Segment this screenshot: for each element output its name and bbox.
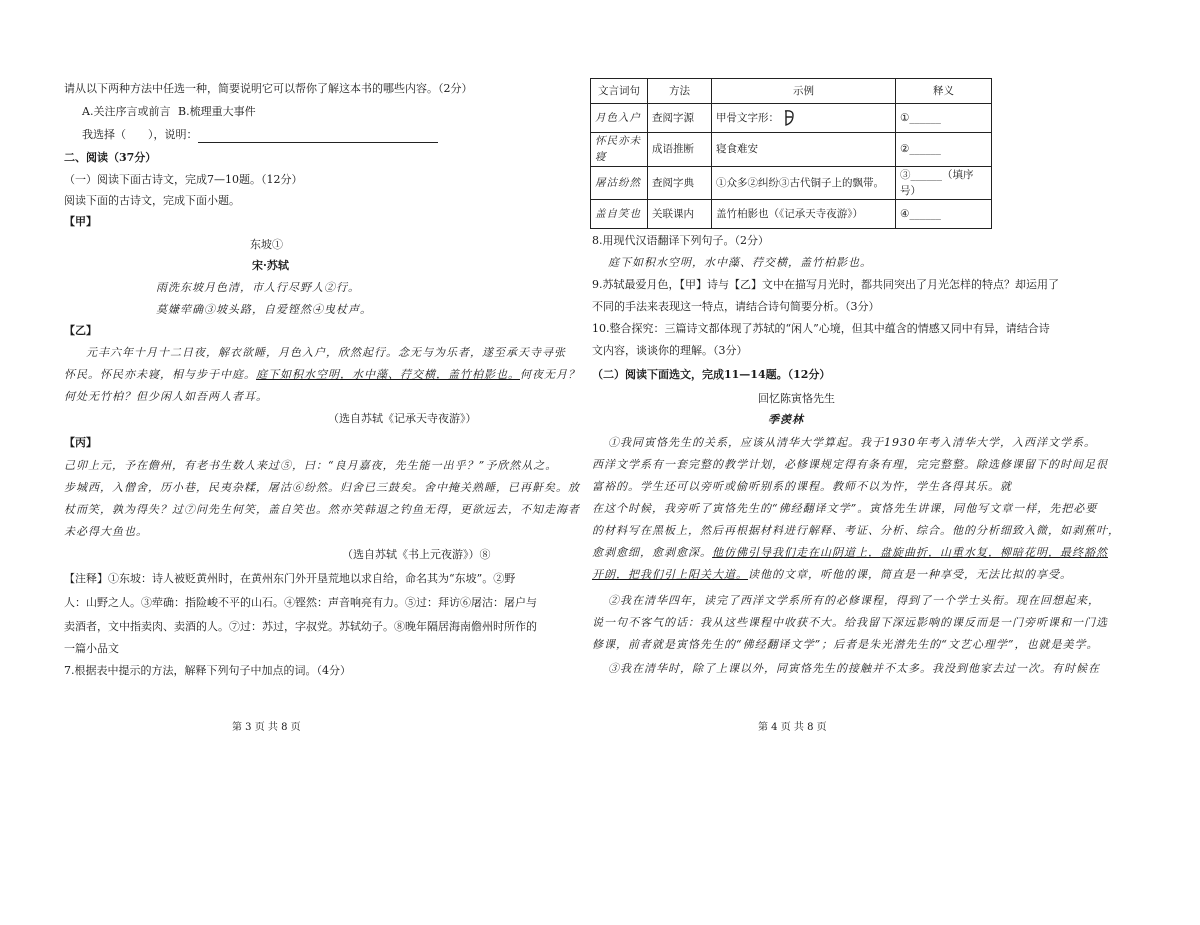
table-cell: ④______ — [896, 200, 992, 229]
table-row — [591, 104, 992, 133]
p1-line-7 — [592, 566, 1072, 583]
table-cell: ②______ — [896, 133, 992, 167]
part-1-intro: 阅读下面的古诗文，完成下面小题。 — [64, 194, 240, 207]
yi-line-3: 何处无竹柏？但少闲人如吾两人者耳。 — [64, 390, 268, 403]
table-cell: ①众多②纠纷③古代铜子上的飘带。 — [712, 166, 896, 200]
poem-line-1: 雨洗东坡月色清，市人行尽野人②行。 — [156, 281, 360, 294]
poem-line-2: 莫嫌荦确③坡头路，自爱铿然④曳杖声。 — [156, 303, 372, 316]
p1-line-6-plain: 愈剥愈细，愈剥愈深。 — [592, 546, 712, 559]
note-line-2: 人：山野之人。③荦确：指险峻不平的山石。④铿然：声音响亮有力。⑤过：拜访⑥屠沽：屠户与 — [64, 596, 537, 609]
bing-label: 【丙】 — [64, 436, 97, 449]
p1-line-6 — [592, 544, 1108, 561]
table-header: 文言词句 — [591, 79, 648, 104]
yi-line-2-plain: 怀民。怀民亦未寝，相与步于中庭。 — [64, 368, 256, 381]
table-header: 示例 — [712, 79, 896, 104]
essay-author: 季羡林 — [768, 413, 804, 426]
bing-line-4: 未必得大鱼也。 — [64, 525, 148, 538]
p1-underlined-sentence: 他仿佛引导我们走在山阴道上，盘旋曲折，山重水复，柳暗花明，最终豁然 — [712, 546, 1108, 559]
table-cell: 怀民亦未寝 — [591, 133, 648, 167]
table-cell: 成语推断 — [648, 133, 712, 167]
q6-answer-line — [82, 126, 438, 143]
essay-title: 回忆陈寅恪先生 — [758, 392, 835, 405]
note-line-1: 【注释】①东坡：诗人被贬黄州时，在黄州东门外开垦荒地以求自给，命名其为“东坡”。②野 — [64, 572, 516, 585]
q6-option-b: B.梳理重大事件 — [178, 105, 256, 118]
p1-line-2: 西洋文学系有一套完整的教学计划，必修课规定得有条有理，完完整整。除选修课留下的时间足很 — [592, 458, 1108, 471]
table-cell: 屠沽纷然 — [591, 166, 648, 200]
p1-underlined-sentence-end: 开朗，把我们引上阳关大道。 — [592, 568, 748, 581]
table-header-row — [591, 79, 992, 104]
table-row — [591, 166, 992, 200]
p1-line-5: 的材料写在黑板上，然后再根据材料进行解释、考证、分析、综合。他的分析细致入微，如剥蕉叶， — [592, 524, 1120, 537]
note-line-4: 一篇小品文 — [64, 642, 119, 655]
yi-underlined-sentence: 庭下如积水空明，水中藻、荇交横，盖竹柏影也。 — [256, 368, 520, 381]
table-cell: 盖竹柏影也（《记承天寺夜游》） — [712, 200, 896, 229]
p1-line-1: ①我同寅恪先生的关系，应该从清华大学算起。我于1930年考入清华大学，入西洋文学系。 — [608, 436, 1096, 449]
table-cell — [712, 104, 896, 133]
q9-line-2: 不同的手法来表现这一特点，请结合诗句简要分析。（3分） — [592, 300, 880, 313]
p1-line-7-tail: 读他的文章，听他的课，简直是一种享受，无法比拟的享受。 — [748, 568, 1072, 581]
yi-line-2-tail: 何夜无月？ — [520, 368, 580, 381]
yi-line-1: 元丰六年十月十二日夜，解衣欲睡，月色入户，欣然起行。念无与为乐者，遂至承天寺寻张 — [86, 346, 566, 359]
q6-prompt: 请从以下两种方法中任选一种，简要说明它可以帮你了解这本书的哪些内容。（2分） — [64, 82, 473, 95]
bing-source: （选自苏轼《书上元夜游》）⑧ — [342, 548, 491, 561]
poem-title: 东坡① — [250, 238, 283, 251]
yi-source: （选自苏轼《记承天寺夜游》） — [328, 412, 477, 425]
answer-blank — [198, 130, 438, 143]
p1-line-4: 在这个时候，我旁听了寅恪先生的“佛经翻译文学”。寅恪先生讲课，同他写文章一样，先把必要 — [592, 502, 1098, 515]
q6-option-a: A.关注序言或前言 — [82, 105, 171, 118]
poem-author: 宋·苏轼 — [252, 259, 289, 272]
p2-line-2: 说一句不客气的话：我从这些课程中收获不大。给我留下深远影响的课反而是一门旁听课和一门选 — [592, 616, 1108, 629]
table-cell: ③______（填序号） — [896, 166, 992, 200]
yi-line-2 — [64, 366, 580, 383]
page-footer: 第 4 页 共 8 页 — [758, 722, 827, 733]
table-cell: 关联课内 — [648, 200, 712, 229]
part-2-title: （二）阅读下面选文，完成11—14题。（12分） — [592, 368, 831, 381]
oracle-bone-moon-glyph — [782, 109, 796, 127]
yi-label: 【乙】 — [64, 324, 97, 337]
table-cell: 盖自笑也 — [591, 200, 648, 229]
p2-line-3: 修课，前者就是寅恪先生的“佛经翻译文学”；后者是朱光潜先生的“文艺心理学”，也就是美学。 — [592, 638, 1099, 651]
p2-line-1: ②我在清华四年，读完了西洋文学系所有的必修课程，得到了一个学士头衔。现在回想起来， — [608, 594, 1100, 607]
table-row — [591, 133, 992, 167]
table-header: 方法 — [648, 79, 712, 104]
page-footer: 第 3 页 共 8 页 — [232, 722, 301, 733]
bing-line-3: 杖而笑，孰为得失？过⑦问先生何笑，盖自笑也。然亦笑韩退之钓鱼无得，更欲远去，不知走海者 — [64, 503, 580, 516]
q10-line-2: 文内容，谈谈你的理解。（3分） — [592, 344, 748, 357]
table-cell: 查阅字典 — [648, 166, 712, 200]
table-row — [591, 200, 992, 229]
table-cell: 月色入户 — [591, 104, 648, 133]
table-header: 释义 — [896, 79, 992, 104]
p1-line-3: 富裕的。学生还可以旁听或偷听别系的课程。教师不以为忤，学生各得其乐。就 — [592, 480, 1012, 493]
table-cell-text: 甲骨文字形： — [716, 112, 779, 124]
bing-line-1: 己卯上元，予在儋州，有老书生数人来过⑤，曰：“良月嘉夜，先生能一出乎？”予欣然从之。 — [64, 459, 558, 472]
section-2-title: 二、阅读（37分） — [64, 151, 157, 164]
note-line-3: 卖酒者，文中指卖肉、卖酒的人。⑦过：苏过，字叔党。苏轼幼子。⑧晚年隔居海南儋州时所作的 — [64, 620, 537, 633]
part-1-title: （一）阅读下面古诗文，完成7—10题。（12分） — [64, 173, 303, 186]
q8: 8.用现代汉语翻译下列句子。（2分） — [592, 234, 769, 247]
table-cell: ①______ — [896, 104, 992, 133]
jia-label: 【甲】 — [64, 215, 97, 228]
bing-line-2: 步城西，入僧舍，历小巷，民夷杂糅，屠沽⑥纷然。归舍已三鼓矣。舍中掩关熟睡，已再鼾矣。放 — [64, 481, 580, 494]
table-cell: 查阅字源 — [648, 104, 712, 133]
q10-line-1: 10.整合探究：三篇诗文都体现了苏轼的“闲人”心境，但其中蕴含的情感又同中有异，请结合诗 — [592, 322, 1050, 335]
q7: 7.根据表中提示的方法，解释下列句子中加点的词。（4分） — [64, 664, 351, 677]
table-cell: 寝食难安 — [712, 133, 896, 167]
q8-sentence: 庭下如积水空明，水中藻、荇交横，盖竹柏影也。 — [608, 256, 872, 269]
q6-answer-prefix: 我选择（ ），说明： — [82, 128, 198, 141]
p3-line-1: ③我在清华时，除了上课以外，同寅恪先生的接触并不太多。我没到他家去过一次。有时候在 — [608, 662, 1100, 675]
word-explanation-table — [590, 78, 992, 229]
q9-line-1: 9.苏轼最爱月色，【甲】诗与【乙】文中在描写月光时，都共同突出了月光怎样的特点？却运用了 — [592, 278, 1059, 291]
